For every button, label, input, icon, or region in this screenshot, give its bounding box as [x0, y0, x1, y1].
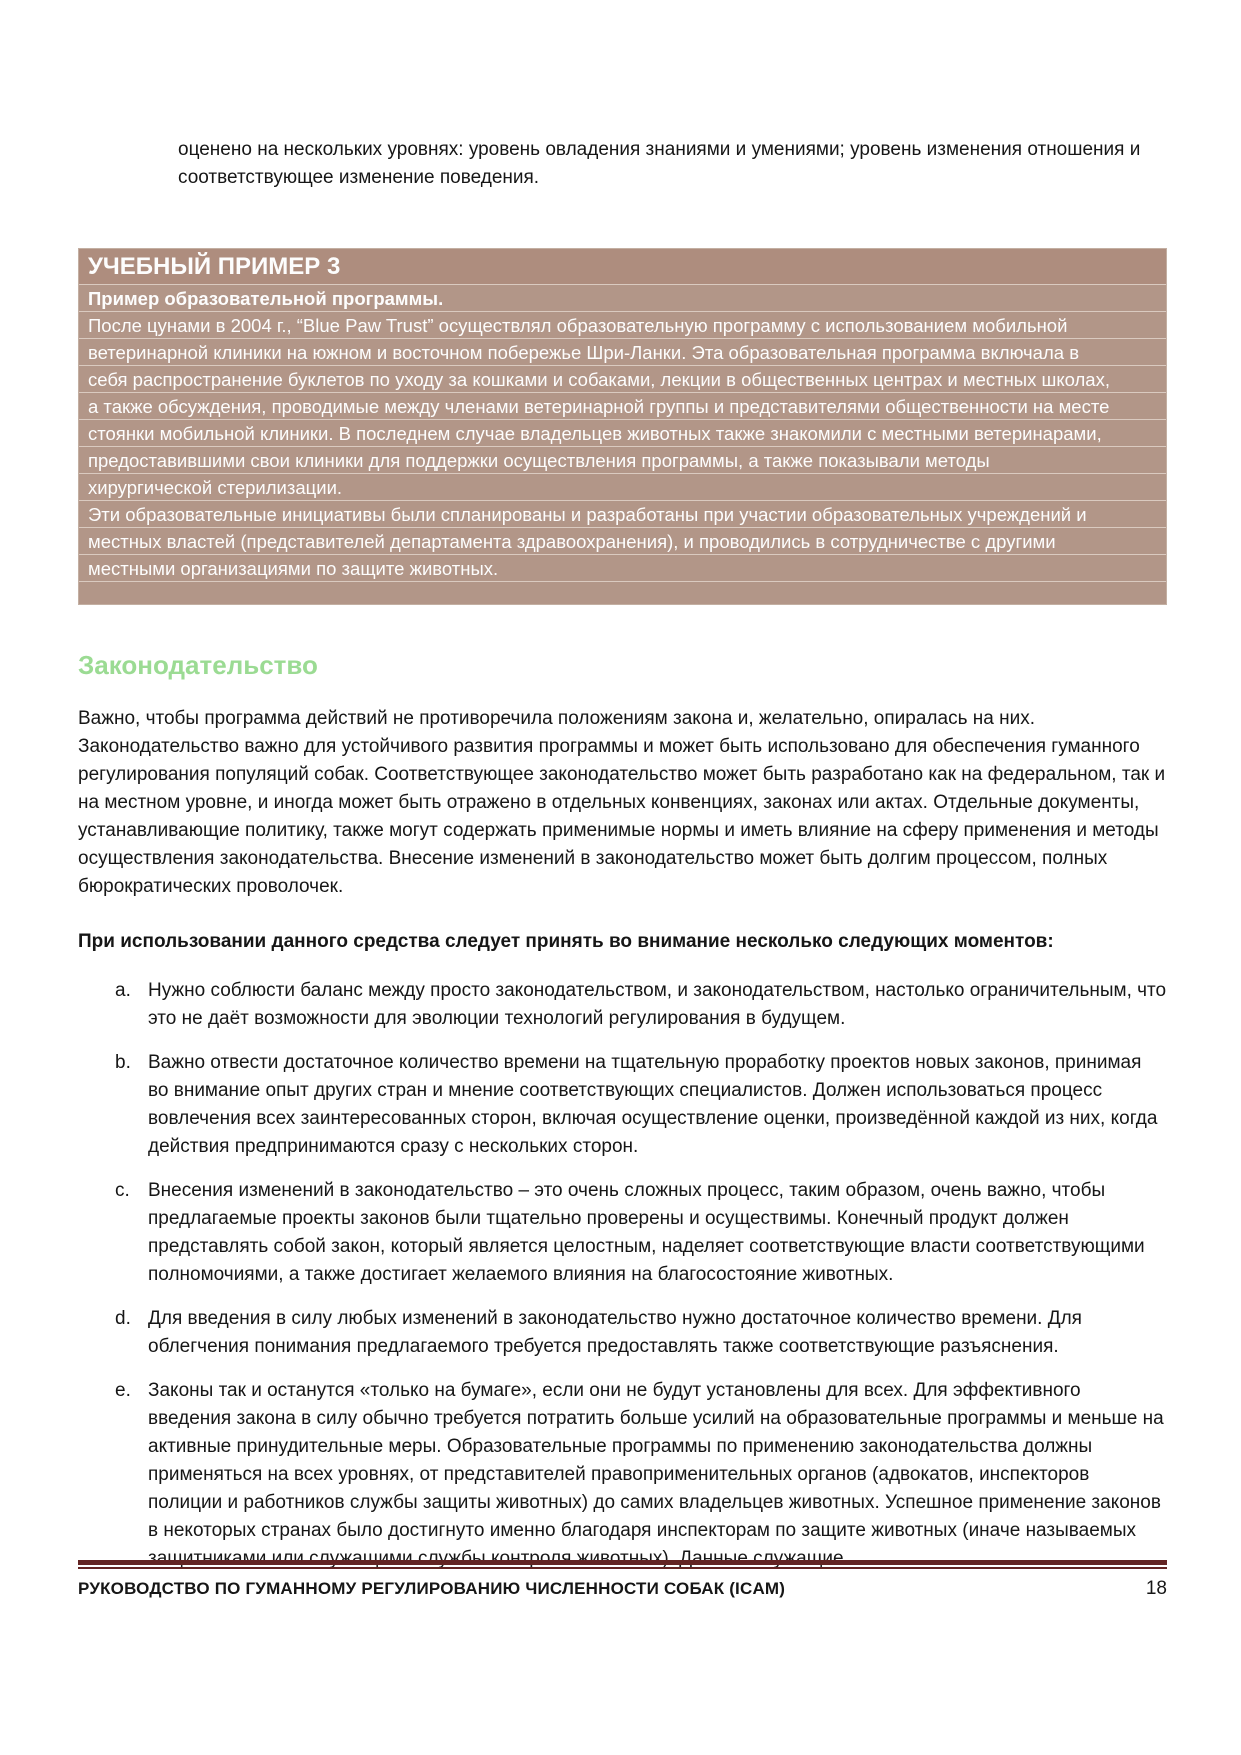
list-item-d: [115, 1305, 1167, 1361]
list-item-text-a: Нужно соблюсти баланс между просто законодательством, и законодательством, настолько ограничительным, что это не даёт возможности для эволюции технологий регулирования в будущем.: [148, 980, 1167, 1029]
case-study-line: После цунами в 2004 г., “Blue Paw Trust” осуществлял образовательную программу с использованием мобильной: [79, 311, 1166, 338]
footer-title: РУКОВОДСТВО ПО ГУМАННОМУ РЕГУЛИРОВАНИЮ ЧИСЛЕННОСТИ СОБАК (ICAM): [78, 1579, 786, 1598]
list-item-c: [115, 1177, 1167, 1289]
footer-row: [78, 1578, 1167, 1600]
list-item-text-c: Внесения изменений в законодательство – это очень сложных процесс, таким образом, очень важно, чтобы предлагаемые проекты законов были тщательно проверены и осуществимы. Конечный продукт должен представлять собой закон, который является целостным, наделяет соответствующие власти соответствующими полномочиями, а также достигает желаемого влияния на благосостояние животных.: [148, 1180, 1145, 1285]
intro-paragraph: оценено на нескольких уровнях: уровень овладения знаниями и умениями; уровень изменения отношения и соответствующее изменение поведения.: [178, 139, 1141, 188]
case-study-empty-row: [79, 581, 1166, 604]
case-study-line: Эти образовательные инициативы были спланированы и разработаны при участии образовательных учреждений и: [79, 500, 1166, 527]
list-marker-e: e.: [115, 1380, 131, 1401]
case-study-line: ветеринарной клиники на южном и восточном побережье Шри-Ланки. Эта образовательная программа включала в: [79, 338, 1166, 365]
section-heading-legislation: Законодательство: [78, 650, 318, 680]
list-marker-b: b.: [115, 1052, 131, 1073]
list-item-a: [115, 977, 1167, 1033]
list-item-text-b: Важно отвести достаточное количество времени на тщательную проработку проектов новых законов, принимая во внимание опыт других стран и мнение соответствующих специалистов. Должен использоваться процесс вовлечения всех заинтересованных сторон, включая осуществление оценки, произведённой каждой из них, когда действия предпринимаются сразу с нескольких сторон.: [148, 1052, 1158, 1157]
case-study-box: [78, 248, 1167, 605]
case-study-line: предоставившими свои клиники для поддержки осуществления программы, а также показывали методы: [79, 446, 1166, 473]
list-item-e: [115, 1377, 1167, 1573]
list-marker-c: c.: [115, 1180, 130, 1201]
case-study-line: местных властей (представителей департамента здравоохранения), и проводились в сотрудничестве с другими: [79, 527, 1166, 554]
case-study-title: УЧЕБНЫЙ ПРИМЕР 3: [79, 249, 1166, 284]
case-study-line: местными организациями по защите животных.: [79, 554, 1166, 581]
list-marker-a: a.: [115, 980, 131, 1001]
case-study-line: стоянки мобильной клиники. В последнем случае владельцев животных также знакомили с местными ветеринарами,: [79, 419, 1166, 446]
case-study-subtitle: Пример образовательной программы.: [79, 284, 1166, 311]
list-item-b: [115, 1049, 1167, 1161]
case-study-line: а также обсуждения, проводимые между членами ветеринарной группы и представителями общественности на месте: [79, 392, 1166, 419]
list-item-text-d: Для введения в силу любых изменений в законодательство нужно достаточное количество времени. Для облегчения понимания предлагаемого требуется предоставлять также соответствующие разъяснения.: [148, 1308, 1082, 1357]
page-footer: [78, 1560, 1167, 1600]
list-item-text-e: Законы так и останутся «только на бумаге», если они не будут установлены для всех. Для эффективного введения закона в силу обычно требуется потратить больше усилий на образовательные программы и меньше на активные принудительные меры. Образовательные программы по применению законодательства должны применяться на всех уровнях, от представителей правоприменительных органов (адвокатов, инспекторов полиции и работников службы защиты животных) до самих владельцев животных. Успешное применение законов в некоторых странах было достигнуто именно благодаря инспекторам по защите животных (иначе называемых защитниками или служащими службы контроля животных). Данные служащие: [148, 1380, 1164, 1569]
legislation-note: При использовании данного средства следует принять во внимание несколько следующих моментов:: [78, 931, 1054, 952]
page-number: 18: [1145, 1578, 1167, 1599]
considerations-list: [115, 977, 1167, 1573]
list-marker-d: d.: [115, 1308, 131, 1329]
case-study-line: хирургической стерилизации.: [79, 473, 1166, 500]
footer-rule: [78, 1560, 1167, 1569]
footer-rule-thin: [78, 1567, 1167, 1569]
case-study-line: себя распространение буклетов по уходу за кошками и собаками, лекции в общественных центрах и местных школах,: [79, 365, 1166, 392]
legislation-intro-paragraph: Важно, чтобы программа действий не противоречила положениям закона и, желательно, опиралась на них. Законодательство важно для устойчивого развития программы и может быть использовано для обеспечения гуманного регулирования популяций собак. Соответствующее законодательство может быть разработано как на федеральном, так и на местном уровне, и иногда может быть отражено в отдельных конвенциях, законах или актах. Отдельные документы, устанавливающие политику, также могут содержать применимые нормы и иметь влияние на сферу применения и методы осуществления законодательства. Внесение изменений в законодательство может быть долгим процессом, полных бюрократических проволочек.: [78, 708, 1166, 897]
